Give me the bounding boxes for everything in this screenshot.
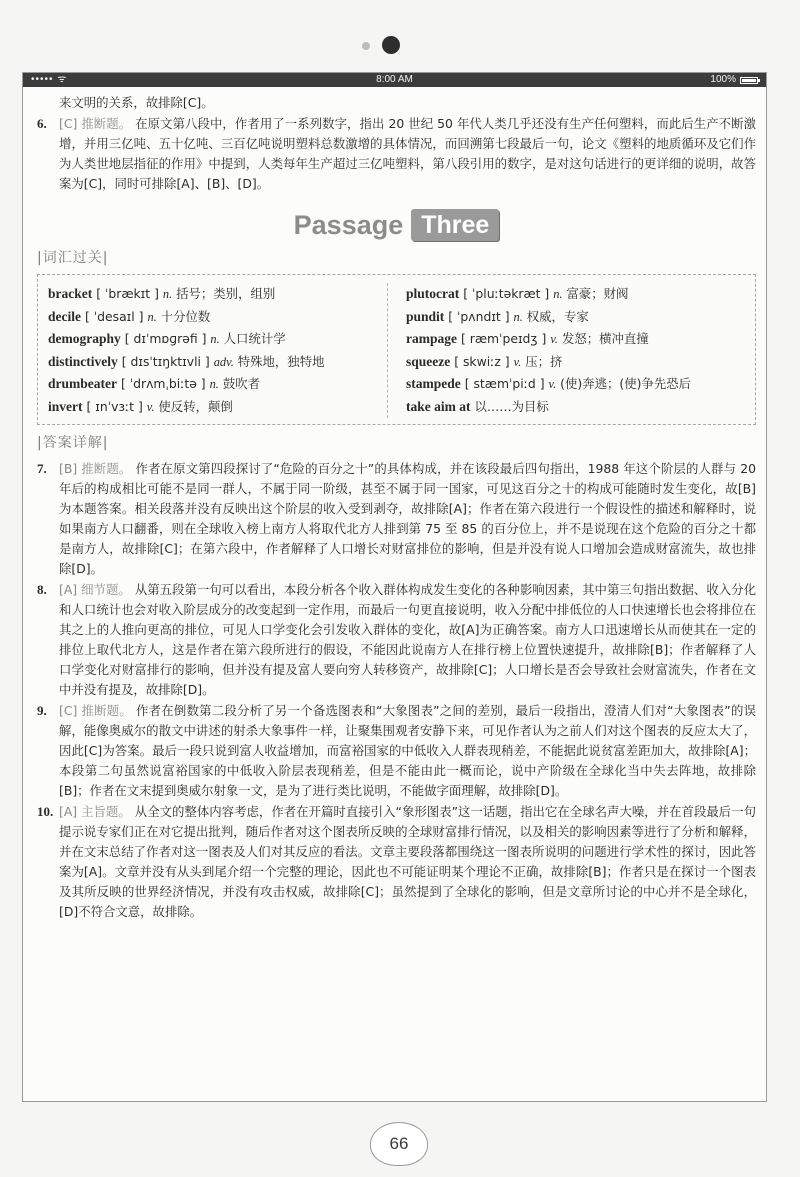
- vocab-pos: n.: [162, 287, 173, 301]
- vocab-entry: [48, 351, 387, 374]
- vocab-word: invert: [48, 398, 83, 414]
- vocab-column-left: [48, 283, 387, 418]
- answer-tag: [C] 推断题。: [59, 703, 133, 718]
- vocab-entry: [406, 328, 745, 351]
- vocab-word: squeeze: [406, 353, 451, 369]
- battery-icon: [740, 77, 758, 84]
- vocab-column-right: [387, 283, 745, 418]
- vocab-definition: 括号；类别，组别: [176, 286, 276, 301]
- vocab-definition: 使反转，颠倒: [158, 398, 233, 414]
- vocab-pos: n.: [209, 377, 219, 391]
- vocab-entry: [48, 328, 387, 351]
- vocab-definition: 人口统计学: [223, 331, 286, 346]
- page-number: 66: [370, 1122, 428, 1166]
- vocab-definition: 发怒；横冲直撞: [561, 331, 649, 346]
- answer-tag: [A] 细节题。: [59, 582, 131, 597]
- vocab-entry: [406, 373, 745, 396]
- vocab-entry: [48, 396, 387, 419]
- answer-body: [59, 580, 756, 700]
- answer-number: 7.: [37, 461, 47, 476]
- vocab-phonetic: [ ˈpʌndɪt ]: [448, 308, 510, 324]
- vocab-phonetic: [ ɪnˈvɜːt ]: [86, 398, 143, 414]
- answer-number: 9.: [37, 703, 47, 718]
- answers-heading: |答案详解|: [37, 435, 109, 451]
- answer-body: [59, 802, 756, 922]
- vocab-phonetic: [ ˈbrækɪt ]: [96, 286, 159, 301]
- vocab-pos: v.: [513, 354, 522, 369]
- vocab-word: take aim at: [406, 398, 471, 414]
- battery-percent: 100%: [710, 74, 736, 85]
- vocab-entry: [406, 283, 745, 306]
- answer-number: 8.: [37, 582, 47, 597]
- vocab-word: bracket: [48, 286, 93, 301]
- vocab-definition: 压；挤: [525, 353, 563, 369]
- answer-item: [37, 580, 756, 700]
- answer-item: [37, 701, 756, 801]
- vocab-phonetic: [ stæmˈpiːd ]: [464, 376, 545, 391]
- vocab-phonetic: [ ræmˈpeɪdʒ ]: [460, 331, 547, 346]
- vocab-pos: n.: [553, 287, 563, 301]
- answer-body: [59, 701, 756, 801]
- passage-title: [37, 208, 756, 242]
- vocab-word: decile: [48, 308, 81, 324]
- answer-tag: [C] 推断题。: [59, 116, 132, 131]
- answer-text: 作者在倒数第二段分析了另一个备选图表和“大象图表”之间的差别，最后一段指出，澄清人们对“大象图表”的误解，能像奥威尔的散文中讲述的射杀大象事件一样，让聚集围观者安静下来，可见作者认为之前人们对这个图表的反应太大了，因此[C]为答案。最后一段只说到富人收益增加，而富裕国家的中低收入人群表现稍差，不能据此说贫富差距加大，故排除[A]；本段第二句虽然说富裕国家的中低收入阶层表现稍差，但是不能由此一概而论，说中产阶级在全球化当中失去阵地，故排除[B]；作者在文末提到奥威尔射象一文，是为了进行类比说明，不能做字面理解，故排除[D]。: [59, 703, 756, 798]
- answer-text: 从全文的整体内容考虑，作者在开篇时直接引入“象形图表”这一话题，指出它在全球名声大噪，并在首段最后一句提示说专家们正在对它提出批判，随后作者对这个图表所反映的全球财富排行情况，以及相关的影响因素等进行了分析和解释，并在文末总结了作者对这一图表及人们对其反应的看法。文章主要段落都围绕这一图表所说明的问题进行学术性的探讨，因此答案为[A]。文章并没有从头到尾介绍一个完整的理论，因此也不可能证明某个理论不正确，故排除[B]；作者只是在探讨一个图表及其所反映的世界经济情况，并没有攻击权威，故排除[C]；虽然提到了全球化的影响，但是文章所讨论的中心并不是全球化，[D]不符合文意，故排除。: [59, 804, 756, 919]
- wifi-icon: ᯤ: [57, 74, 68, 85]
- vocab-word: rampage: [406, 331, 457, 346]
- vocab-phonetic: [ dɪsˈtɪŋktɪvli ]: [121, 353, 210, 369]
- vocab-word: plutocrat: [406, 286, 460, 301]
- vocab-phonetic: [ ˈpluːtəkræt ]: [463, 286, 550, 301]
- vocab-entry: [48, 306, 387, 329]
- answer-body: [59, 114, 756, 194]
- vocab-pos: v.: [146, 399, 155, 414]
- vocab-definition: 富豪；财阀: [566, 286, 629, 301]
- answer-item: [37, 459, 756, 579]
- vocab-phonetic: [ ˈdrʌmˌbiːtə ]: [120, 376, 206, 391]
- vocab-phonetic: [ skwiːz ]: [454, 353, 510, 369]
- vocab-definition: (使)奔逃；(使)争先恐后: [560, 376, 692, 391]
- vocab-entry: [406, 396, 745, 419]
- vocab-entry: [406, 306, 745, 329]
- vocab-word: demography: [48, 331, 121, 346]
- vocab-entry: [406, 351, 745, 374]
- answer-body: [59, 459, 756, 579]
- answer-number: 10.: [37, 804, 54, 819]
- answer-tag: [A] 主旨题。: [59, 804, 131, 819]
- vocab-definition: 特殊地，独特地: [237, 353, 325, 369]
- answer-item: [37, 802, 756, 922]
- vocab-word: stampede: [406, 376, 461, 391]
- answers-list: [37, 459, 756, 922]
- vocab-heading: |词汇过关|: [37, 250, 109, 266]
- vocab-pos: v.: [550, 332, 558, 346]
- vocab-pos: v.: [548, 377, 557, 391]
- vocab-word: pundit: [406, 308, 445, 324]
- answer-text: 作者在原文第四段探讨了“危险的百分之十”的具体构成，并在该段最后四句指出，1988 年这个阶层的人群与 20 年后的构成相比可能不是同一群人，不属于同一阶级，甚至不属于同一国家，可见这百分之十的构成可能随时发生变化，故[B]为本题答案。相关段落并没有反映出这个阶层的收入受到剥夺，故排除[A]；作者在第六段进行一个假设性的描述和解释时，说如果南方人口翻番，则在全球收入榜上南方人将取代北方人排到第 75 至 85 的百分位上，并不是说现在这个危险的百分之十都是南方人，故排除[C]；在第六段中，作者解释了人口增长对财富排位的影响，但是并没有说人口增加会造成财富流失，故也排除[D]。: [59, 461, 756, 576]
- vocab-word: drumbeater: [48, 376, 117, 391]
- answer-item-6: [37, 114, 756, 194]
- vocab-word: distinctively: [48, 353, 118, 369]
- answer-number: 6.: [37, 116, 47, 131]
- status-bar: [23, 73, 766, 87]
- answer-text: 在原文第八段中，作者用了一系列数字，指出 20 世纪 50 年代人类几乎还没有生产任何塑料，而此后生产不断激增，并用三亿吨、五十亿吨、三百亿吨说明塑料总数激增的具体情况，而回溯第七段最后一句，论文《塑料的地质循环及它们作为人类世地层指征的作用》中提到，人类每年生产超过三亿吨塑料，第八段引用的数字，是对这句话进行的更详细的说明，故答案为[C]，同时可排除[A]、[B]、[D]。: [59, 116, 756, 191]
- signal-dots: •••••: [31, 74, 58, 85]
- passage-word: Passage: [293, 210, 404, 240]
- page-content: [23, 87, 766, 922]
- vocab-definition: 十分位数: [160, 308, 211, 324]
- answer-tag: [B] 推断题。: [59, 461, 132, 476]
- vocab-entry: [48, 283, 387, 306]
- passage-number-badge: Three: [411, 209, 499, 241]
- vocab-definition: 鼓吹者: [222, 376, 260, 391]
- continuation-text: 来文明的关系，故排除[C]。: [59, 95, 214, 110]
- answer-text: 从第五段第一句可以看出，本段分析各个收入群体构成发生变化的各种影响因素，其中第三句指出数据、收入分化和人口统计也会对收入阶层成分的改变起到一定作用，而最后一句更直接说明，收入分配中排低位的人口快速增长也会将排位在其之上的人推向更高的排位，可见人口学变化会引发收入群体的变化，故[A]为正确答案。南方人口迅速增长从而使其在一定的排位上取代北方人，这是作者在第六段所进行的假设，不能因此说南方人在排行榜上位置快速提升，故排除[B]；作者解释了人口学变化对财富排行的影响，但并没有提及富人要向穷人转移资产，故排除[C]；人口增长是否会导致社会财富流失，作者在文中并没有提及，故排除[D]。: [59, 582, 757, 697]
- vocab-pos: n.: [147, 309, 157, 324]
- tablet-screen: [22, 72, 767, 1102]
- vocab-definition: 权威，专家: [526, 308, 589, 324]
- vocab-entry: [48, 373, 387, 396]
- vocab-box: [37, 274, 756, 425]
- camera-sensor-dot: [362, 42, 370, 50]
- vocab-pos: n.: [210, 332, 220, 346]
- vocab-pos: adv.: [213, 354, 234, 369]
- camera: [362, 36, 402, 56]
- camera-lens: [382, 36, 400, 54]
- battery-status: [710, 73, 758, 87]
- vocab-phonetic: [ dɪˈmɒɡrəfi ]: [124, 331, 207, 346]
- vocab-phonetic: [ ˈdesaɪl ]: [84, 308, 144, 324]
- status-time: 8:00 AM: [376, 74, 413, 85]
- vocab-definition: 以……为目标: [474, 398, 549, 414]
- vocab-pos: n.: [513, 309, 523, 324]
